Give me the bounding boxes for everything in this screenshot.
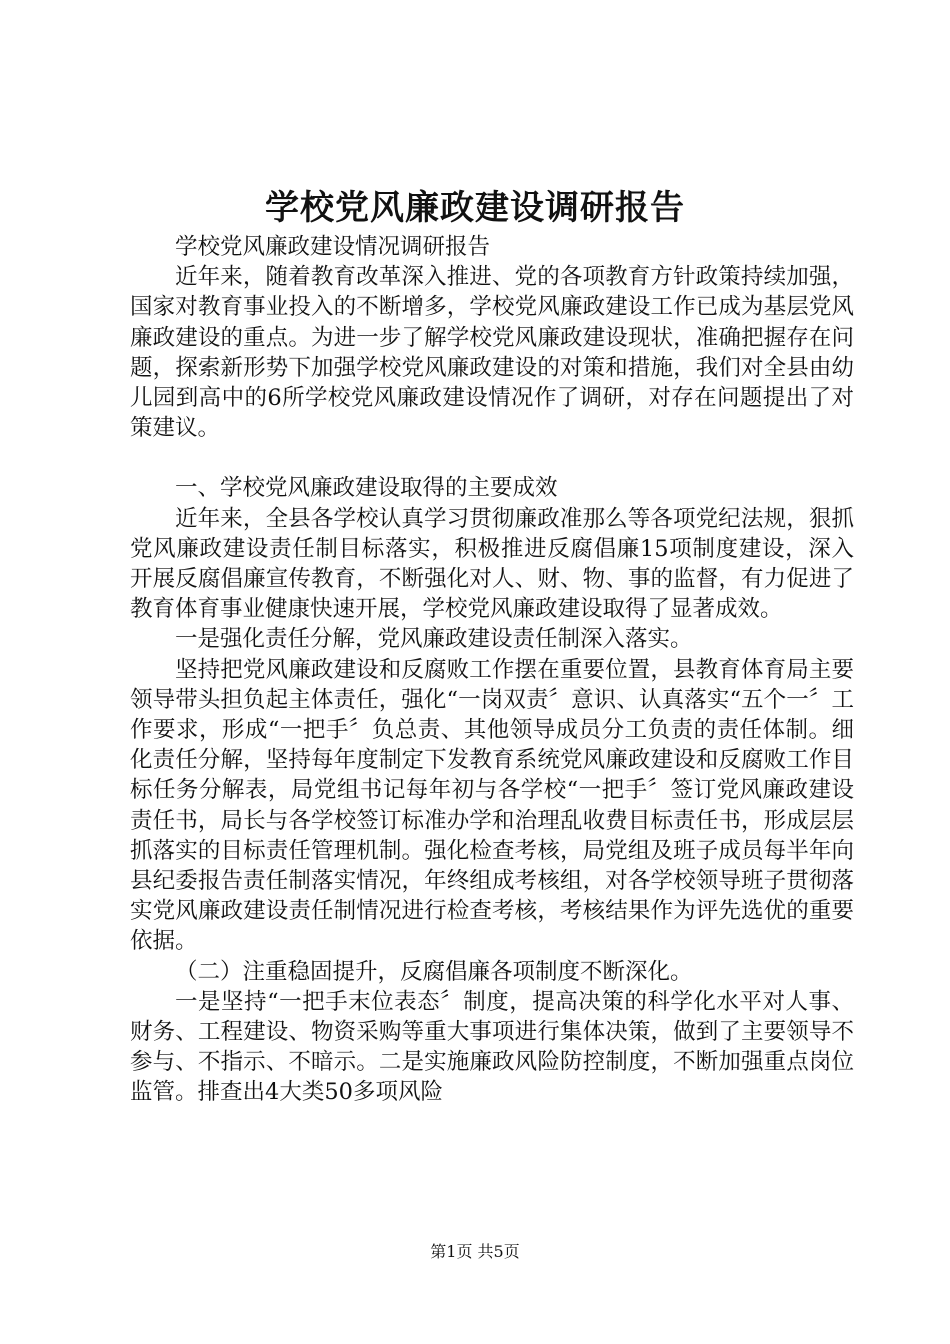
section-1-paragraph: 近年来，全县各学校认真学习贯彻廉政准那么等各项党纪法规，狠抓党风廉政建设责任制目标落实，积极推进反腐倡廉15项制度建设，深入开展反腐倡廉宣传教育，不断强化对人、财、物、事的监督，有力促进了教育体育事业健康快速开展，学校党风廉政建设取得了显著成效。 [130,505,854,623]
paragraph-gap [130,443,854,473]
document-title: 学校党风廉政建设调研报告 [265,188,685,228]
subtitle-paragraph: 学校党风廉政建设情况调研报告 [175,234,491,260]
page-footer: 第1页 共5页 [430,1242,520,1261]
point-2-paragraph: 一是坚持“一把手末位表态〞制度，提高决策的科学化水平对人事、财务、工程建设、物资采购等重大事项进行集体决策，做到了主要领导不参与、不指示、不暗示。二是实施廉政风险防控制度，不断加强重点岗位监管。排查出4大类50多项风险 [130,988,854,1106]
document-body [130,232,854,1108]
point-1-paragraph: 坚持把党风廉政建设和反腐败工作摆在重要位置，县教育体育局主要领导带头担负起主体责任，强化“一岗双责〞意识、认真落实“五个一〞工作要求，形成“一把手〞负总责、其他领导成员分工负责的责任体制。细化责任分解，坚持每年度制定下发教育系统党风廉政建设和反腐败工作目标任务分解表，局党组书记每年初与各学校“一把手〞签订党风廉政建设责任书，局长与各学校签订标准办学和治理乱收费目标责任书，形成层层抓落实的目标责任管理机制。强化检查考核，局党组及班子成员每半年向县纪委报告责任制落实情况，年终组成考核组，对各学校领导班子贯彻落实党风廉政建设责任制情况进行检查考核，考核结果作为评先选优的重要依据。 [130,656,854,955]
section-heading-1: 一、学校党风廉政建设取得的主要成效 [175,475,558,502]
point-1-heading: 一是强化责任分解，党风廉政建设责任制深入落实。 [175,626,693,653]
intro-paragraph: 近年来，随着教育改革深入推进、党的各项教育方针政策持续加强，国家对教育事业投入的不断增多，学校党风廉政建设工作已成为基层党风廉政建设的重点。为进一步了解学校党风廉政建设现状，准确把握存在问题，探索新形势下加强学校党风廉政建设的对策和措施，我们对全县由幼儿园到高中的6所学校党风廉政建设情况作了调研，对存在问题提出了对策建议。 [130,264,854,442]
point-2-heading: （二）注重稳固提升，反腐倡廉各项制度不断深化。 [175,958,693,985]
